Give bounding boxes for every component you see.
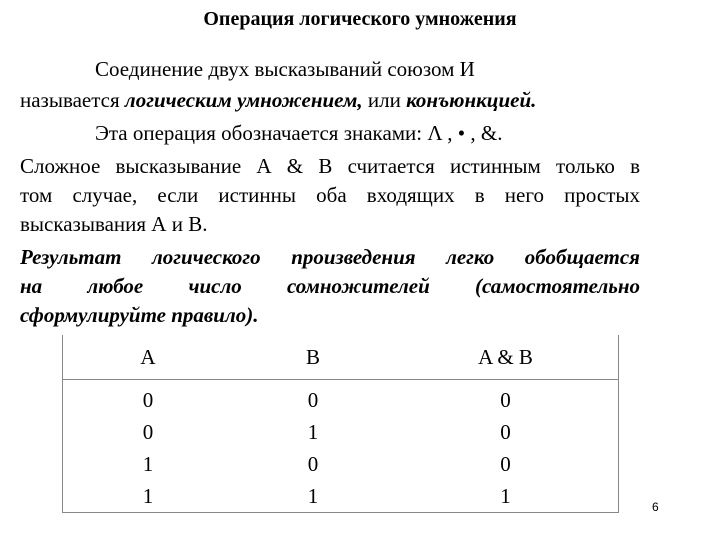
term-conjunction: конъюнкцией. <box>406 88 537 112</box>
header-a-and-b: A & B <box>393 335 619 380</box>
truth-table <box>62 335 619 513</box>
table-cell: 0 <box>393 448 619 480</box>
table-row <box>63 480 619 513</box>
text-segment: или <box>362 88 407 112</box>
paragraph-3-line-2: том случае, если истинны оба входящих в него простых <box>20 183 640 207</box>
table-cell: 0 <box>307 451 319 476</box>
paragraph-3-line-3: высказывания А и В. <box>20 212 208 236</box>
table-cell: 1 <box>63 448 234 480</box>
table-cell: 0 <box>393 380 619 417</box>
paragraph-4-line-1: Результат логического произведения легко обобщается <box>20 245 640 269</box>
table-cell: 1 <box>393 480 619 513</box>
table-cell: 1 <box>63 480 234 513</box>
table-cell: 0 <box>63 416 234 448</box>
paragraph-4-line-3: сформулируйте правило). <box>20 303 259 327</box>
header-a: A <box>63 335 234 380</box>
term-logical-multiplication: логическим умножением, <box>124 88 363 112</box>
page-number: 6 <box>652 500 659 514</box>
header-b: B <box>233 335 393 380</box>
table-cell: 1 <box>307 419 319 444</box>
paragraph-2: Эта операция обозначается знаками: Λ , • , &. <box>95 121 503 145</box>
paragraph-1-line-1: Соединение двух высказываний союзом И <box>95 57 475 81</box>
table-cell: 0 <box>393 416 619 448</box>
table-row <box>63 380 619 417</box>
paragraph-3-line-1: Сложное высказывание А & В считается истинным только в <box>20 154 640 178</box>
table-cell: 0 <box>63 380 234 417</box>
table-cell: 0 <box>307 387 319 412</box>
page-title: Операция логического умножения <box>203 8 517 30</box>
paragraph-4-line-2: на любое число сомножителей (самостоятельно <box>20 274 640 298</box>
table-cell: 1 <box>233 480 393 513</box>
table-row <box>63 448 619 480</box>
text-segment: называется <box>20 88 125 112</box>
paragraph-1-line-2 <box>20 87 536 113</box>
table-header-row <box>63 335 619 380</box>
table-row <box>63 416 619 448</box>
